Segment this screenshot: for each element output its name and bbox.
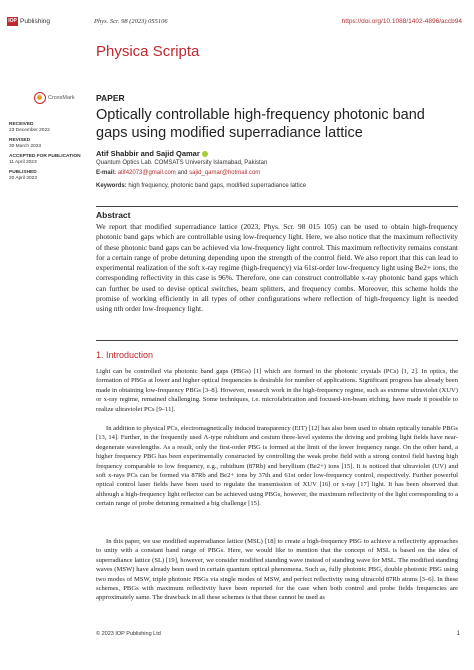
abstract-heading: Abstract (96, 210, 131, 220)
crossmark-icon[interactable] (34, 92, 46, 104)
intro-paragraph-3: In this paper, we use modified superradiance lattice (MSL) [18] to create a high-frequency PBG to achieve a reflectivity approaches to unity with a constant band range of PBGs. Here, we would like to mention that the concept of MSL is based on the idea of superradiance lattice (SL) [19], however, we consider modified standing wave instead of standing wave for MSL. The modified standing waves (MSW) have already been used in certain quantum optical phenomena. Such as, fully photonic PBG, double photonic PBG using two modes of MSW, triple photonic PBGs via single modes of MSW, and perfect reflectivity using ultracold 87Rb atoms [3–6]. In these schemes, PBGs with maximum reflectivity have been reported for the case when both control and probe fields frequencies are approximately same. The drawback in all these schemes is that these cannot be used as (96, 538, 458, 602)
history-date: 30 March 2023 (9, 143, 41, 149)
history-date: 11 April 2023 (9, 159, 37, 165)
doi-link[interactable]: https://doi.org/10.1088/1402-4896/accb94 (341, 18, 462, 25)
affiliation: Quantum Optics Lab. COMSATS University Islamabad, Pakistan (96, 160, 268, 166)
journal-name: Physica Scripta (96, 43, 200, 60)
intro-paragraph-1: Light can be controlled via photonic band gaps (PBGs) [1] which are formed in the photonic crystals (PCs) [1, 2]. In optics, the formation of PBGs at lower and higher optical frequencies is desirable for number of applications. Significant progress has already been made in obtaining low-frequency PBGs [3–8]. However, research work in the high-frequency regime, such as extreme ultraviolet (XUV) or x-ray regime, remained challenging. Some techniques, i.e. microfabrication and focused-ion-beam etching, have made it possible to realize ultraviolet PCs [9–11]. (96, 368, 458, 413)
keywords-label: Keywords: (96, 183, 127, 189)
email-line (96, 170, 260, 176)
iop-logo: IOP (8, 18, 17, 24)
email-link-1[interactable]: atif42073@gmail.com (117, 170, 176, 176)
authors (96, 149, 208, 158)
email-and: and (177, 170, 188, 176)
email-link-2[interactable]: sajid_qamar@hotmail.com (189, 170, 261, 176)
history-published (9, 170, 89, 182)
history-revised (9, 138, 89, 150)
history-date: 23 December 2022 (9, 127, 50, 133)
history-date: 20 April 2023 (9, 175, 38, 181)
abstract-text: We report that modified superradiance lattice (2023, Phys. Scr. 98 015 105) can be used to obtain high-frequency photonic band gaps which are controllable using low-frequency light. Here, we also notice that the maximum reflectivity of these photonic band gaps can be achieved via low-frequency light control. This maximum reflectivity remains constant for a certain range of probe detuning depending upon the strength of the control field. We also report that this can lead to experimental realization of the soft x-ray regime (high-frequency) via 61st-order low-frequency light using Be2+ ions, the corresponding reflectivity in this case is 96%. Therefore, one can construct controllable x-ray photonic band gaps which can further be used to devise optical switches, beam splitters, and frequency combs. Moreover, this scheme holds the promise of working efficiently in all types of other configurations where reflection of high-frequency light is needed using nth order low-frequency light. (96, 222, 458, 314)
keywords-text: high frequency, photonic band gaps, modified superradiance lattice (128, 183, 307, 189)
history-received (9, 122, 89, 134)
section-heading-introduction: 1. Introduction (96, 350, 154, 360)
history-accepted (9, 154, 89, 166)
copyright: © 2023 IOP Publishing Ltd (96, 631, 161, 637)
crossmark-label[interactable]: CrossMark (48, 95, 75, 101)
orcid-icon[interactable] (202, 151, 208, 157)
abstract-top-rule (96, 206, 458, 207)
author-names: Atif Shabbir and Sajid Qamar (96, 149, 200, 158)
abstract-bottom-rule (96, 340, 458, 341)
history-label: ACCEPTED FOR PUBLICATION (9, 154, 81, 159)
intro-paragraph-2: In addition to physical PCs, electromagnetically induced transparency (EIT) [12] has also been used to obtain optically tunable PBGs [13, 14]. Further, in the frequently used Λ-type rubidium and cesium three-level systems the driving and probing light fields have near-degenerate wavelengths. As a result, only the first-order PBG is formed at the limit of the lower frequency range. On the other hand, a higher frequency PBG has been experimentally constructed by controlling the weak probe field with a strong control field having high frequency comparable to low frequency, e.g., rubidium (87Rb) and beryllium (Be2+) ions [15]. It is noticed that ultraviolet (UV) and soft x-rays PCs can be formed via 87Rb and Be2+ ions by 37th and 61st order low-frequency control, respectively. Further powerful optical control laser fields have been used to regulate the transmission of XUV [16] or x-ray [17] light. It has been observed that although a high-frequency light reflector can be achieved using PBGs, however, the maximum reflectivity of the light corresponding to a certain range of probe detuning remained a big challenge [15]. (96, 425, 458, 508)
email-label: E-mail: (96, 170, 117, 176)
page-number: 1 (456, 631, 460, 637)
history-label: PUBLISHED (9, 170, 37, 175)
publisher-name: Publishing (20, 18, 50, 25)
history-label: REVISED (9, 138, 31, 143)
keywords (96, 183, 306, 189)
journal-reference: Phys. Scr. 98 (2023) 055106 (94, 18, 168, 25)
article-title: Optically controllable high-frequency photonic band gaps using modified superradiance lattice (96, 107, 425, 141)
article-type: PAPER (96, 93, 125, 103)
history-label: RECEIVED (9, 122, 34, 127)
